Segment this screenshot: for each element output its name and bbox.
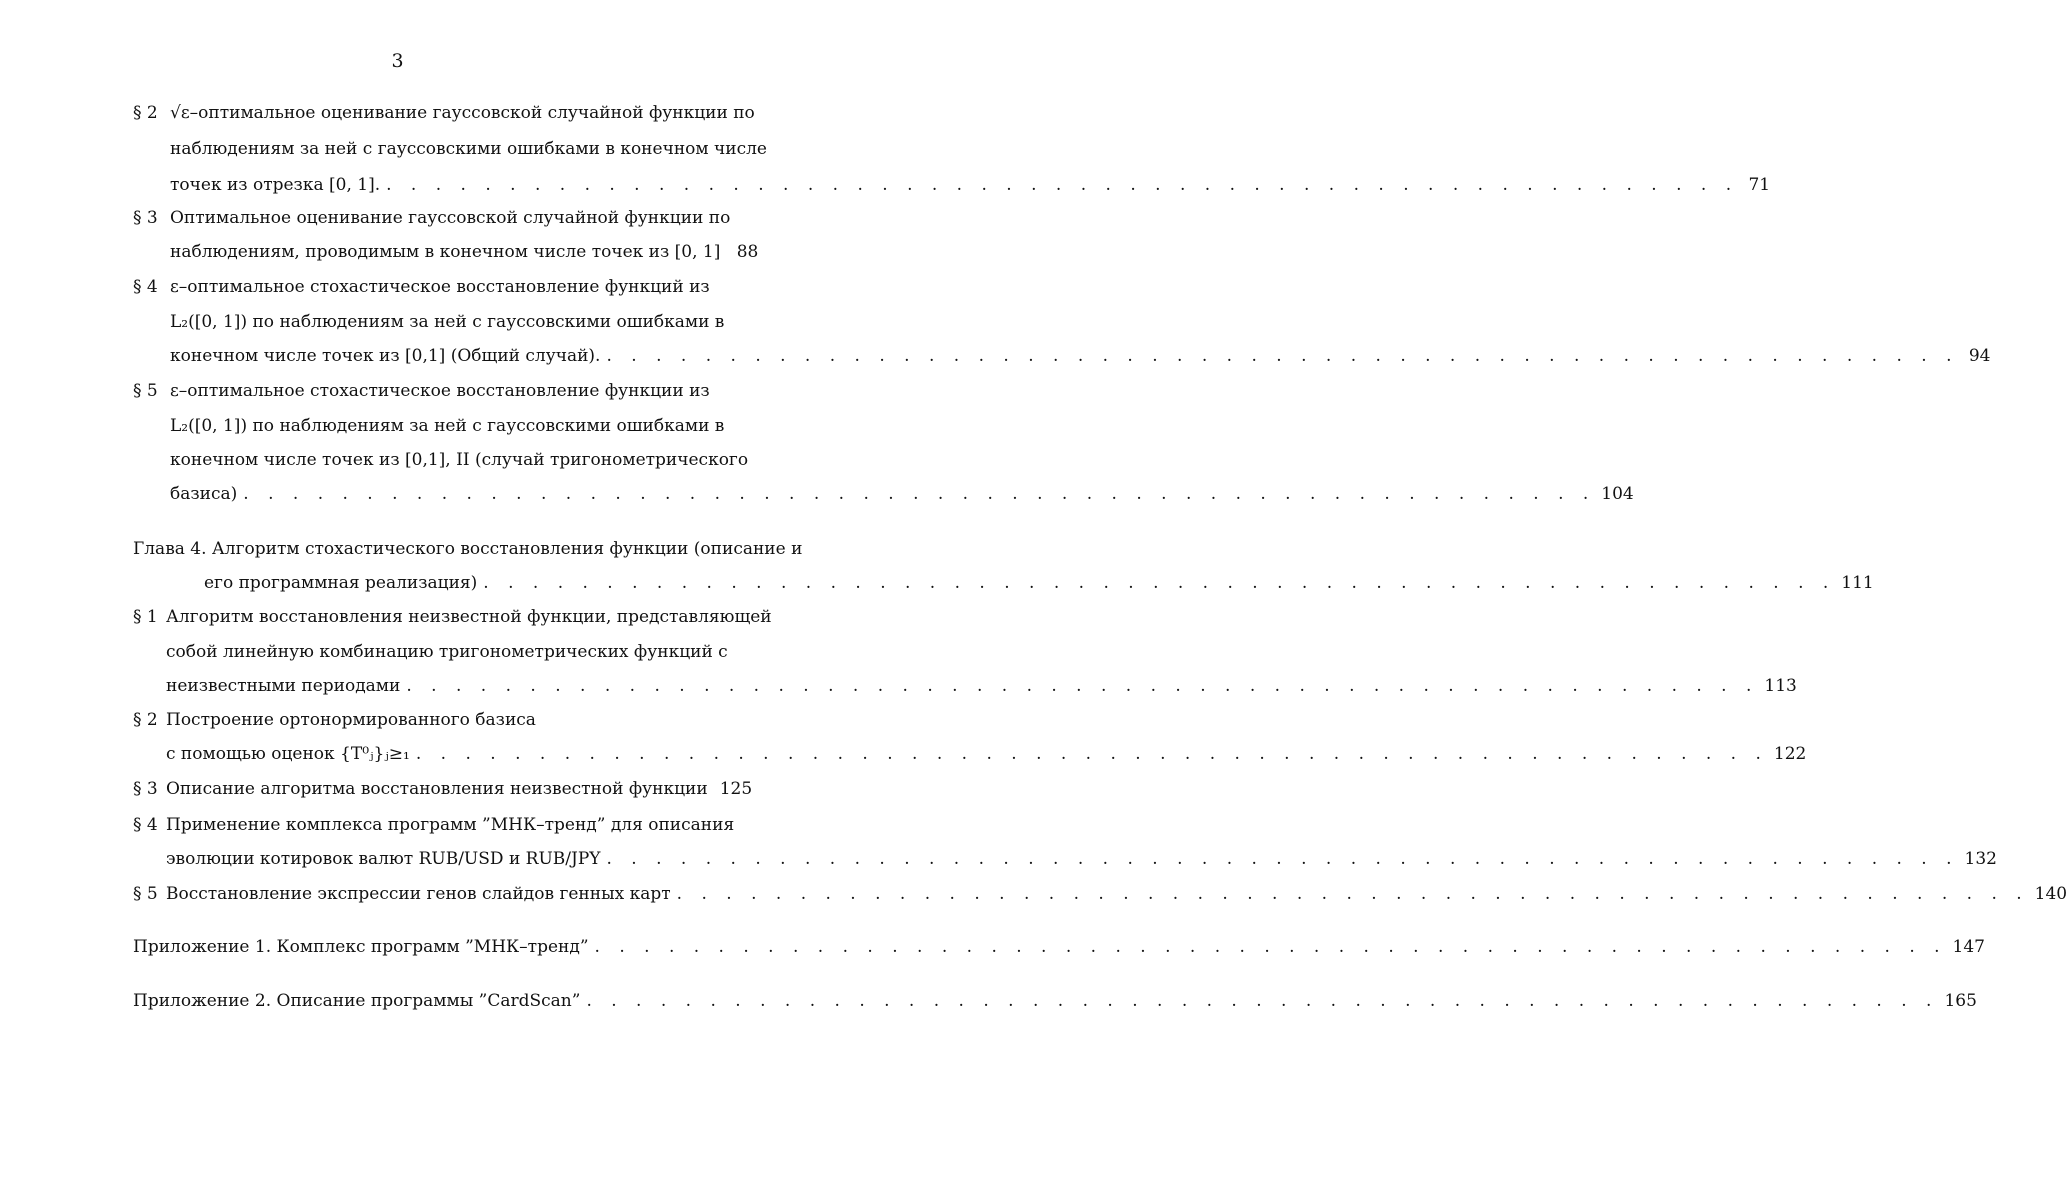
page-ref: 94 [1968,346,1991,366]
toc-line: наблюдениям за ней с гауссовскими ошибками в конечном числе [170,139,767,159]
section-mark: § 3 [133,779,158,799]
page-ref: 88 [736,242,759,262]
toc-entry-last-line[interactable] [170,346,1991,366]
appendix-2-entry[interactable] [133,991,1977,1011]
toc-entry-last-line[interactable] [170,175,1771,195]
leader-dots: . . . . . . . . . . . . . . . . . . . . . . . . . . . . . . . . . . . . . . . . . . . . . . . . . . . . . . . [606,849,1959,869]
section-mark: § 4 [133,277,158,297]
leader-dots: . . . . . . . . . . . . . . . . . . . . . . . . . . . . . . . . . . . . . . . . . . . . . . . . . . . . . . . [415,744,1768,764]
toc-line: его программная реализация) [204,573,478,593]
toc-entry-last-line[interactable] [166,676,1797,696]
toc-line: конечном числе точек из [0,1], II (случай тригонометрического [170,450,749,470]
toc-line: Описание алгоритма восстановления неизвестной функции [166,779,708,799]
toc-line: конечном числе точек из [0,1] (Общий случай). [170,346,601,366]
toc-entry-last-line[interactable] [166,779,753,799]
page-ref: 71 [1748,175,1771,195]
toc-line: √ε–оптимальное оценивание гауссовской случайной функции по [170,103,755,123]
page-ref: 111 [1841,573,1874,593]
page-ref: 140 [2034,884,2067,904]
toc-line: наблюдениям, проводимым в конечном числе точек из [0, 1] [170,242,721,262]
section-mark: § 5 [133,381,158,401]
page-ref: 113 [1764,676,1797,696]
leader-dots: . . . . . . . . . . . . . . . . . . . . . . . . . . . . . . . . . . . . . . . . . . . . . . . . . . . . . . . [594,937,1947,957]
appendix-1-entry[interactable] [133,937,1985,957]
leader-dots: . . . . . . . . . . . . . . . . . . . . . . . . . . . . . . . . . . . . . . . . . . . . . . . . . . . . . . . [243,484,1596,504]
toc-line: Оптимальное оценивание гауссовской случайной функции по [170,208,731,228]
leader-dots: . . . . . . . . . . . . . . . . . . . . . . . . . . . . . . . . . . . . . . . . . . . . . . . . . . . . . . . [606,346,1959,366]
toc-line: Применение комплекса программ ”МНК–тренд” для описания [166,815,735,835]
toc-line: точек из отрезка [0, 1]. [170,175,381,195]
toc-line: L₂([0, 1]) по наблюдениям за ней с гауссовскими ошибками в [170,416,725,436]
section-mark: § 5 [133,884,158,904]
toc-entry-last-line[interactable] [166,849,1997,869]
page-ref: 147 [1952,937,1985,957]
section-mark: § 1 [133,607,158,627]
section-mark: § 3 [133,208,158,228]
appendix-title: Приложение 1. Комплекс программ ”МНК–тренд” [133,937,589,957]
toc-entry-last-line[interactable] [204,573,1874,593]
toc-entry-last-line[interactable] [170,242,759,262]
toc-line: эволюции котировок валют RUB/USD и RUB/JPY [166,849,601,869]
toc-line: Алгоритм восстановления неизвестной функции, представляющей [166,607,772,627]
toc-line: Восстановление экспрессии генов слайдов генных карт [166,884,671,904]
leader-dots: . . . . . . . . . . . . . . . . . . . . . . . . . . . . . . . . . . . . . . . . . . . . . . . . . . . . . . . [386,175,1739,195]
chapter-title: Глава 4. Алгоритм стохастического восстановления функции (описание и [133,539,803,559]
toc-line: Построение ортонормированного базиса [166,710,536,730]
leader-dots: . . . . . . . . . . . . . . . . . . . . . . . . . . . . . . . . . . . . . . . . . . . . . . . . . . . . . . . [406,676,1759,696]
page-ref: 125 [719,779,753,799]
leader-dots: . . . . . . . . . . . . . . . . . . . . . . . . . . . . . . . . . . . . . . . . . . . . . . . . . . . . . . . [586,991,1939,1011]
page-ref: 165 [1944,991,1977,1011]
page-ref: 132 [1964,849,1997,869]
page-ref: 122 [1773,744,1807,764]
section-mark: § 2 [133,710,158,730]
appendix-title: Приложение 2. Описание программы ”CardScan” [133,991,581,1011]
leader-dots: . . . . . . . . . . . . . . . . . . . . . . . . . . . . . . . . . . . . . . . . . . . . . . . . . . . . . . . [483,573,1836,593]
toc-line: ε–оптимальное стохастическое восстановление функции из [170,381,710,401]
toc-line: L₂([0, 1]) по наблюдениям за ней с гауссовскими ошибками в [170,312,725,332]
leader-dots: . . . . . . . . . . . . . . . . . . . . . . . . . . . . . . . . . . . . . . . . . . . . . . . . . . . . . . . [676,884,2029,904]
toc-line: базиса) [170,484,238,504]
toc-line: с помощью оценок {T⁰ⱼ}ⱼ≥₁ [166,744,410,764]
toc-line: собой линейную комбинацию тригонометрических функций с [166,642,728,662]
toc-entry-last-line[interactable] [170,484,1634,504]
page-number: 3 [391,50,404,72]
toc-line: ε–оптимальное стохастическое восстановление функций из [170,277,710,297]
section-mark: § 4 [133,815,158,835]
toc-entry-last-line[interactable] [166,884,2067,904]
section-mark: § 2 [133,103,158,123]
toc-line: неизвестными периодами [166,676,401,696]
page-ref: 104 [1601,484,1634,504]
toc-entry-last-line[interactable] [166,744,1807,764]
